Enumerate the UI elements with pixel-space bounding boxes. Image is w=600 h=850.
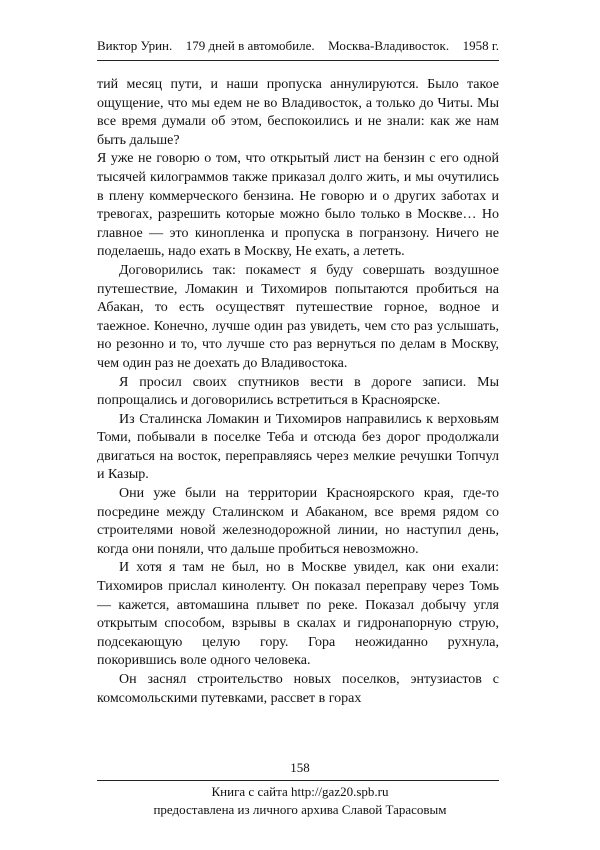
running-header	[97, 38, 499, 54]
header-divider	[97, 60, 499, 61]
paragraph-3: Договорились так: покамест я буду совершать воздушное путешествие, Ломакин и Тихомиров попытаются пробиться на Абакан, то есть осуществят путешествие горное, водное и таежное. Конечно, лучше один раз увидеть, чем сто раз услышать, но резонно и то, что лучше сто раз вернуться по делам в Москву, чем один раз не доехать до Владивостока.	[97, 262, 499, 371]
paragraph-1: тий месяц пути, и наши пропуска аннулируются. Было такое ощущение, что мы едем не во Владивосток, а только до Читы. Мы все время думали об этом, беспокоились и не знали: как же нам быть дальше?	[97, 77, 499, 148]
header-route: Москва-Владивосток.	[328, 38, 450, 53]
paragraph-5: Из Сталинска Ломакин и Тихомиров направились к верховьям Томи, побывали в поселке Теба и отсюда без дорог продолжали двигаться на восток, переправляясь через мелкие речушки Топчул и Казыр.	[97, 411, 499, 483]
footer-credit: предоставлена из личного архива Славой Тарасовым	[153, 802, 447, 817]
body-text	[97, 76, 499, 708]
footer-divider	[97, 780, 499, 781]
header-author: Виктор Урин.	[97, 38, 173, 53]
header-book-title: 179 дней в автомобиле.	[185, 38, 315, 53]
footer-site-link[interactable]: http://gaz20.spb.ru	[290, 784, 389, 799]
paragraph-8: Он заснял строительство новых поселков, энтузиастов с комсомольскими путевками, рассвет в горах	[97, 672, 499, 706]
paragraph-2: Я уже не говорю о том, что открытый лист на бензин с его одной тысячей килограммов также приказал долго жить, и мы очутились в плену коммерческого бензина. Не говорю и о других заботах и тревогах, разрешить которые можно было только в Москве… Но главное — это кинопленка и пропуска в погранзону. Ничего не поделаешь, надо ехать в Москву, Не ехать, а лететь.	[97, 151, 499, 260]
paragraph-6: Они уже были на территории Красноярского края, где-то посредине между Сталинском и Абаканом, все время рядом со строителями новой железнодорожной линии, но наступил день, когда они поняли, что дальше пробиться невозможно.	[97, 486, 499, 557]
paragraph-4: Я просил своих спутников вести в дороге записи. Мы попрощались и договорились встретиться в Красноярске.	[97, 374, 499, 409]
footer-source	[0, 784, 600, 800]
footer-source-prefix: Книга с сайта	[211, 784, 291, 799]
page-number: 158	[290, 760, 310, 775]
header-year: 1958 г.	[462, 38, 499, 53]
paragraph-7: И хотя я там не был, но в Москве увидел, как они ехали: Тихомиров прислал киноленту. Он показал переправу через Томь — кажется, автомашина плывет по реке. Показал добычу угля открытым способом, взрывы в скалах и гидронапорную струю, подсекающую целую гору. Гора неожиданно рухнула, покорившись воле одного человека.	[97, 560, 499, 669]
